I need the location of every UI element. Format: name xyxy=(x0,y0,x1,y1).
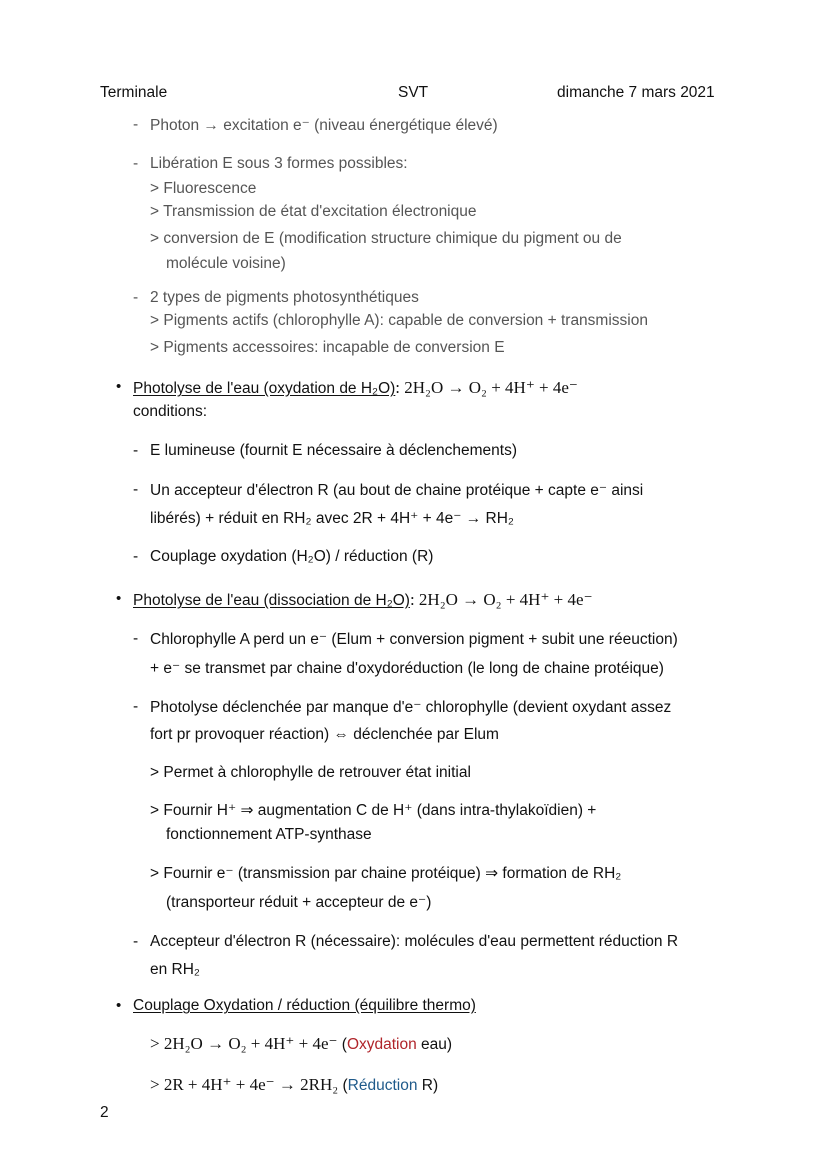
list-item: Chlorophylle A perd un e⁻ (Elum + conversion pigment + subit une réeuction) xyxy=(150,631,678,648)
list-item: en RH₂ xyxy=(150,961,200,978)
list-item: > Fournir e⁻ (transmission par chaine protéique) ⇒ formation de RH₂ xyxy=(150,865,622,882)
list-item: Couplage oxydation (H₂O) / réduction (R) xyxy=(150,548,434,565)
equation-row: > 2H₂O → O₂ + 4H⁺ + 4e⁻ (Oxydation eau) xyxy=(150,1034,453,1053)
dash-icon: - xyxy=(133,116,139,133)
equation-tail: R) xyxy=(417,1077,439,1094)
section-title-row xyxy=(133,378,578,398)
list-item: + e⁻ se transmet par chaine d'oxydoréduction (le long de chaine protéique) xyxy=(150,660,664,677)
list-item: Photolyse déclenchée par manque d'e⁻ chlorophylle (devient oxydant assez xyxy=(150,699,672,716)
list-item: fonctionnement ATP-synthase xyxy=(166,826,372,843)
list-item: > Pigments accessoires: incapable de conversion E xyxy=(150,339,505,356)
list-item: E lumineuse (fournit E nécessaire à déclenchements) xyxy=(150,442,518,459)
dash-icon: - xyxy=(133,698,139,715)
section-title-row xyxy=(133,590,593,610)
bullet-icon: • xyxy=(116,997,122,1014)
list-item: > Permet à chlorophylle de retrouver état initial xyxy=(150,764,471,781)
bullet-icon: • xyxy=(116,378,122,395)
list-item: molécule voisine) xyxy=(166,255,286,272)
section-title: Couplage Oxydation / réduction (équilibre thermo) xyxy=(133,997,476,1014)
header-center: SVT xyxy=(398,84,429,101)
oxydation-label: Oxydation xyxy=(346,1036,417,1053)
section-title: Photolyse de l'eau (oxydation de H₂O) xyxy=(133,380,396,397)
equation: : 2H₂O → O₂ + 4H⁺ + 4e⁻ xyxy=(409,590,593,609)
list-item: (transporteur réduit + accepteur de e⁻) xyxy=(166,894,432,911)
dash-icon: - xyxy=(133,548,139,565)
header-right: dimanche 7 mars 2021 xyxy=(557,84,715,101)
list-item: > Fluorescence xyxy=(150,180,257,197)
list-item: > Transmission de état d'excitation électronique xyxy=(150,203,477,220)
list-item: Un accepteur d'électron R (au bout de chaine protéique + capte e⁻ ainsi xyxy=(150,482,644,499)
dash-icon: - xyxy=(133,289,139,306)
bullet-icon: • xyxy=(116,590,122,607)
reduction-label: Réduction xyxy=(347,1077,418,1094)
list-item: Photon → excitation e⁻ (niveau énergétique élevé) xyxy=(150,117,498,134)
list-item: 2 types de pigments photosynthétiques xyxy=(150,289,419,306)
list-item: Accepteur d'électron R (nécessaire): molécules d'eau permettent réduction R xyxy=(150,933,679,950)
list-item: Libération E sous 3 formes possibles: xyxy=(150,155,408,172)
dash-icon: - xyxy=(133,481,139,498)
dash-icon: - xyxy=(133,155,139,172)
page-number: 2 xyxy=(100,1104,109,1121)
dash-icon: - xyxy=(133,630,139,647)
header-left: Terminale xyxy=(100,84,168,101)
list-item: > Pigments actifs (chlorophylle A): capable de conversion + transmission xyxy=(150,312,648,329)
conditions-label: conditions: xyxy=(133,403,208,420)
list-item: > conversion de E (modification structure chimique du pigment ou de xyxy=(150,230,622,247)
equation: > 2R + 4H⁺ + 4e⁻ → 2RH₂ xyxy=(150,1075,339,1094)
list-item: > Fournir H⁺ ⇒ augmentation C de H⁺ (dans intra-thylakoïdien) + xyxy=(150,802,597,819)
equation: > 2H₂O → O₂ + 4H⁺ + 4e⁻ xyxy=(150,1034,338,1053)
equation-row: > 2R + 4H⁺ + 4e⁻ → 2RH₂ (Réduction R) xyxy=(150,1075,439,1094)
equation-tail: eau) xyxy=(416,1036,453,1053)
list-item: libérés) + réduit en RH₂ avec 2R + 4H⁺ + 4e⁻ → RH₂ xyxy=(150,510,514,527)
equation: : 2H₂O → O₂ + 4H⁺ + 4e⁻ xyxy=(395,378,578,397)
dash-icon: - xyxy=(133,442,139,459)
section-title: Photolyse de l'eau (dissociation de H₂O) xyxy=(133,592,410,609)
list-item: fort pr provoquer réaction) ⇔ déclenchée par Elum xyxy=(150,726,499,743)
dash-icon: - xyxy=(133,933,139,950)
